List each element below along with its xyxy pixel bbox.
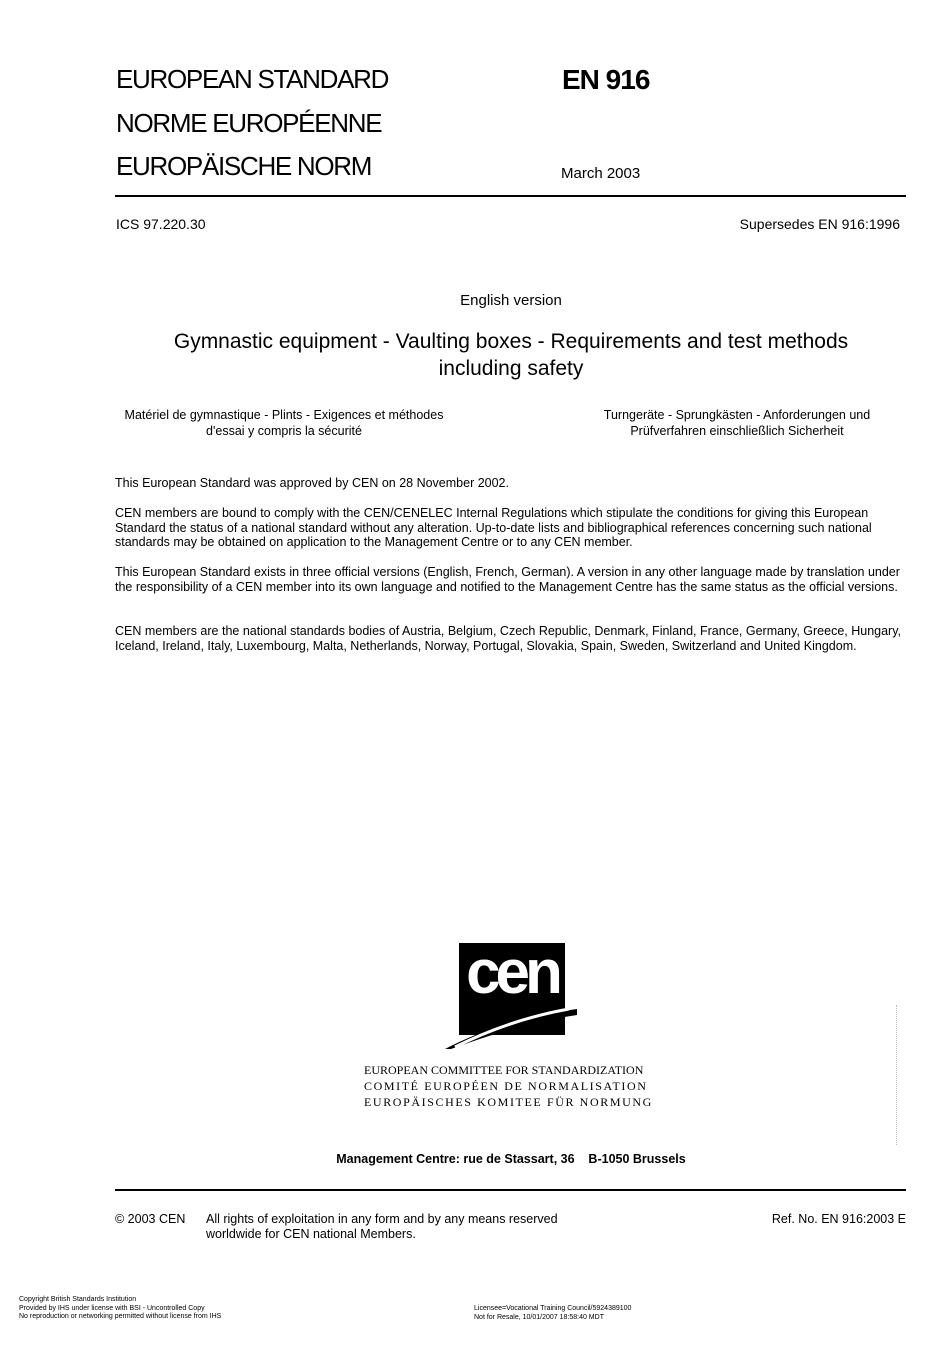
supersedes-note: Supersedes EN 916:1996 (739, 216, 900, 232)
standard-title-en: EUROPEAN STANDARD (116, 64, 389, 94)
members-paragraph: CEN members are the national standards bodies of Austria, Belgium, Czech Republic, Denmark, Finland, France, Germany, Greece, Hungary, Iceland, Ireland, Italy, Luxembourg, Malta, Netherlands, Norway, Portugal, Slovakia, Spain, Sweden, Switzerland and United Kingdom. (115, 624, 902, 653)
header-divider (115, 195, 906, 197)
ics-code: ICS 97.220.30 (116, 216, 206, 232)
management-centre-address: Management Centre: rue de Stassart, 36 B-1050 Brussels (336, 1152, 686, 1166)
reference-number: Ref. No. EN 916:2003 E (771, 1212, 906, 1226)
copyright-notice: © 2003 CEN (115, 1212, 186, 1226)
publication-date: March 2003 (561, 165, 641, 182)
cen-name-de: EUROPÄISCHES KOMITEE FÜR NORMUNG (364, 1095, 653, 1109)
cen-name-fr: COMITÉ EUROPÉEN DE NORMALISATION (364, 1079, 648, 1093)
regulations-paragraph: CEN members are bound to comply with the CEN/CENELEC Internal Regulations which stipulate the conditions for giving this European Standard the status of a national standard without any alteration. Up-to-date lists and bibliographical references concerning such national standards may be obtained on application to the Management Centre or to any CEN member. (115, 506, 872, 550)
footer-line: Licensee=Vocational Training Council/5924389100 (474, 1305, 632, 1312)
footer-line: Copyright British Standards Institution (19, 1296, 137, 1303)
scan-margin-marks (896, 1005, 903, 1145)
svg-text:cen: cen (466, 943, 558, 1007)
french-title: Matériel de gymnastique - Plints - Exigences et méthodes d'essai y compris la sécurité (124, 408, 444, 438)
footer-divider (115, 1189, 906, 1191)
rights-statement: All rights of exploitation in any form and by any means reserved worldwide for CEN national Members. (206, 1212, 558, 1241)
standard-number: EN 916 (562, 64, 650, 95)
german-title: Turngeräte - Sprungkästen - Anforderungen und Prüfverfahren einschließlich Sicherheit (603, 408, 871, 438)
license-footer-left (19, 1296, 221, 1322)
versions-paragraph: This European Standard exists in three official versions (English, French, German). A version in any other language made by translation under the responsibility of a CEN member into its own language and notified to the Management Centre has the same status as the official versions. (115, 565, 900, 594)
cen-committee-names (364, 1062, 653, 1110)
standard-title-fr: NORME EUROPÉENNE (116, 108, 382, 138)
cen-name-en: EUROPEAN COMMITTEE FOR STANDARDIZATION (364, 1063, 644, 1077)
version-label: English version (460, 292, 562, 309)
license-footer-right (474, 1305, 631, 1322)
approval-paragraph: This European Standard was approved by CEN on 28 November 2002. (115, 476, 509, 490)
cen-logo (445, 943, 577, 1049)
standard-title-de: EUROPÄISCHE NORM (116, 151, 372, 181)
footer-line: No reproduction or networking permitted without license from IHS (19, 1313, 222, 1320)
document-title: Gymnastic equipment - Vaulting boxes - Requirements and test methods including safety (173, 330, 849, 380)
footer-line: Not for Resale, 10/01/2007 18:58:40 MDT (474, 1313, 604, 1321)
footer-line: Provided by IHS under license with BSI - Uncontrolled Copy (19, 1304, 205, 1312)
